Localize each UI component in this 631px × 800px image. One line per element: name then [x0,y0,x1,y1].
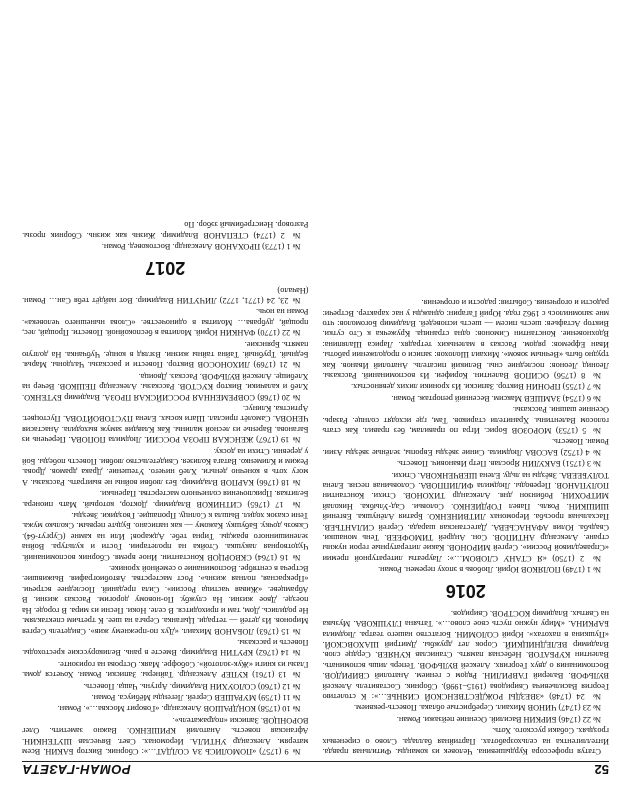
year-heading: 2016 [445,581,486,602]
catalog-entry: № 22 (1746) БИРКИН Василий. Осенние пейзажи. Роман. [396,714,601,724]
catalog-entry: № 23, 24 (1771, 1772) ЛИЧУТИН Владимир. Вот найдёт тебя Сан… Роман. (Начало) [22,285,309,305]
catalog-entry: № 19 (1767) ЖЕНСКАЯ ПРОЗА РОССИИ. Людмила ПОПОВА. Перечень из Баганова. Варенье из лесной малины. Как Клавдия замуж выходила. Анастасия ЧЕНОВА. Самолёт прислал. Шаги косых. Елена ПУСТОВОЙТОВА. Пустоцвет. Артистка. Клинус. [22,404,309,445]
catalog-entry: № 11 (1759) МУРАШЕВ Сергей. Легенды Мёбиуса. Роман. [91,692,301,702]
catalog-entry: № 20 (1768) СОВРЕМЕННАЯ РОССИЙСКАЯ ПРОЗА. Владимир БУТЕНКО. Хлеб и калачики. Виктор КУСТОВ. Рассказы. Александр ПЕШКОВ. Вечер на Хлебище. Алексей ВУЛЬФОВ. Рассказ. Двоица. [22,371,309,402]
catalog-entry: № 10 (1758) КОНДРАШОВ Александр. «Говорит Москва…». Роман. [57,704,301,714]
catalog-entry: № 5 (1753) МОРОЗОВ Борис. Игра по правилам, без правил. Как стать голосом Валентины. Хранители стариков. Там, где исходят солнце. Разарь. Осенние шашни. Рассказы. [322,405,609,436]
page-number: 52 [594,762,609,777]
left-column [323,20,610,756]
catalog-entry: № 2 (1774) СТЕПАНОВ Владимир. Жизнь как жизнь. Сборник прозы. Разговор. Неистребимый зэбор. По [22,220,309,240]
text-columns [22,20,609,756]
catalog-entry: № 1 (1749) ПОЛЯКОВ Юрий. Любовь в эпоху перемен. Роман. [378,565,601,575]
magazine-title: РОМАН-ГАЗЕТА [22,762,131,777]
catalog-entry: № 9 (1757) «ПОМОЛИСЬ ЗА СОЛДАТ…»: Сборник. Виктор БАКИН. Всем матерям. Александр УНТИЛА. Иеромонах. Свет. Вячеслав ШУТЕНКИН. Афганская повесть. Анатолий КРИШЕНКО. Важно заметить. Олег ВОРОНЦОВ. Записки «подражатель». [22,715,309,756]
catalog-entry: № 16 (1764) СКВОРЦОВ Константин. Иное время. Сборник воспоминаний. Чудотворная лакушка. Стойка на пролетарии. Гости и культура. Война зеленишинного вражды. Тирна тебе. Аджаров! Или на камне (Сургут-64). Сквозь дочку. Бабушку. Кажому — как написано. Будьте первым. Сколько мужа. Тени сказок ходил. Вышла к Солнцу. Пропащие. Гвоздики. Звезды. [22,511,309,562]
catalog-entry: № 14 (1762) КРУТИН Владимир. Вместе в рань. Великорусские крестоходы. Повесть и рассказы. [22,637,309,658]
catalog-entry: № 23 (1747) ЧИНОВ Михаил. Серебристые облака. Повесть-реквием. [353,703,601,713]
catalog-entry: Статуя профессора Курдышевина. Человек из команды. Фитильная правда. Интеллигентка на сельхозработах. Партийная баллада. Слово о сиреневых гроздьях. Собаки русского. Хоть. [322,726,609,756]
catalog-entry: № 24 (1748) «ЗВЕЗДЫ РОЖДЕСТВЕНСКОЙ СИЯНЬЕ…»: К столетию Георгия Васильевича Свиридова (1915–1998). Сборник. Составитель Алексей ВУЛЬФОВ. Валерий ГАВРИЛИН. Рядом с гением. Анатолий СВИРИДОВ. Воспоминания о двух Георгиях. Алексей ВУЛЬФОВ. Теперь лишь вспоминать. Валентин КУРБАТОВ. Небесная память. Станислав КУНЯЕВ. Сердце слов. Владимир ВЕЛЕДНИЦКИЙ. Сорок лет дружбы. Дмитрий ШАХОВСКОЙ. «Пушкина в пахотах». Юрий СОЛОМИН. Богатство нашего театра. Людмила БАРКИНА. «Миру нужно пусть свое слово…». Татьяна ГЛУШКОВА. Музыка на Святых. Владимир КОСТРОВ. Свиридов. [322,608,609,701]
year-heading: 2017 [145,258,186,279]
catalog-entry: № 15 (1763) ЛОБАНОВ Михаил. «Дух по-прежнему жив». Свидетель Сергея Миронов. Из детей — тетради. Цыганка. Серьга на шее. К третьим спектаклям. Не родились. Дом, там и приходится. В селе. Ноки. Песни из мира. В городе. На поезде. Двое жизни. На службу. По-новому дорогим. Рассказ жизни. В Абрамцеве. «Живая частица России». Сила преданий. Последнее встречи. «Прекрасная, полная жизнь». Рост мастерства. Автобиография. Выжившие. Встреча в сентябре. Воспоминание о семейной хронике. [22,564,309,636]
catalog-entry: № 17 (1765) СИТНИКОВ Владимир. Доктор, который. Мать пионера. Белиткая. Приключения солнечного мастерства. Пареньки. [22,489,309,509]
catalog-entry: № 13 (1761) КУПЕР Александр. Тайнеры. Записки. Роман. Хочется дома. Глазы из книги «Жук-золотой». Собофре. Маяк. Острова на горизонте. [22,659,309,680]
catalog-entry: № 2 (1750) «Я СТАНУ СЛОВОМ…»: Лауреаты литературной премии «Справедливой России». Сергей МИРОНОВ. Какие литературные герои нужны стране. Александр АНТИПОВ. Сон. Андрей ТИМОФЕЕВ. Тень монашки. Свадьба. Юлия АФАНАСЬЕВА. Дагестанская шарада. Сергей СИЛАНТЬЕВ. Пасхальная просьба. Иеромонах ЛИТВИНЕНКО. Братия Алёнушка. Евгений ШИШКИН. Рояль. Павел ГОРДИЕНКО. Соловьи. Сад-Улыбка. Николай МИТРОХИН. Робинзон дня. Александр ТИХОНОВ. Стихи. Константин ПОЛУПАНОВ. Переводы. Людмила ФИЛИППОВА. Соловьиная песня. Елена ТОЛУБЕЕВА. Звёзды на льду. Елена ШЕВЧЕНКОВА. Стихи. [322,470,609,563]
catalog-entry: № 3 (1751) БАКУЛИН Ярослав. Петр Иванович. Повесть. [396,459,601,469]
right-column [22,20,309,756]
catalog-entry: № 18 (1766) КАРПОВ Владимир. Без любви войны не выиграть. Рассказы. А могу хоть в конечно деньги. Хлеб ничего. Утешение. Драка драмов. Дрова. Режим и Клименко. Ватага Колизея. Свидетельство любви. Повесть победы. Бой у деревни. Стихи на доску. [22,446,309,487]
catalog-entry: № 1 (1773) ПРОХАНОВ Александр. Востоковед. Роман. [101,242,301,252]
catalog-entry: № 7 (1755) ПРОНИН Виктор. Записки. Из хроники лихих девяностых. [351,382,601,392]
catalog-entry: № 4 (1752) БАСОВА Людмила. Синие звёзды Европы, зелёные звёзды Азии. Роман. Повесть. [322,437,609,457]
page-header [22,761,609,782]
catalog-entry: № 8 (1756) ОСИПОВ Валентин. Корифеи. Из воспоминаний. Рассказы. Леонид Леонов: последние сны. Великий писатель. Анатолий Иванов. Как трудно быть «Вечным зовом». Михаил Шолохов: записи о продолжении работы. Иван Ефремов: рядом. Рассказ в маленьких тетрадях. Лариса Шаляпина: Вдохновение. Константин Симонов: одна страница. Кружечка к Сто сутки. Виктор Астафьев: шесть писем — шесть исповедей. Владимир Богомолов: что мне запомнилось с 1962 года. Юрий Гагарин: однажды у нас характер. Встречи: радости и огорчения. События: радости и огорчения. [322,298,609,380]
catalog-entry: № 12 (1760) СОЛОУХИН Владимир. Аргунь. Чаща. Повесть. [83,681,301,691]
catalog-entry: № 6 (1754) ЗАМШЕВ Максим. Весенний репортаж. Роман. [391,393,601,403]
catalog-entry: № 21 (1769) ЛИХОНОСОВ Виктор. Повести и рассказы. Чалдоны. Марья. Бедный. Трубный. Тайна тайны жизни. Взгляд в конце. Чубчанка. На долгую память. Брянские. [22,339,309,370]
catalog-entry: № 22 (1770) ФАНКИН Юрий. Молитва в беспокойной. Повести. Прощай, лес, прощай, дубрава… Молитва в одиночестве. «Слова нынешнего человека». Роман на ночь. [22,307,309,338]
